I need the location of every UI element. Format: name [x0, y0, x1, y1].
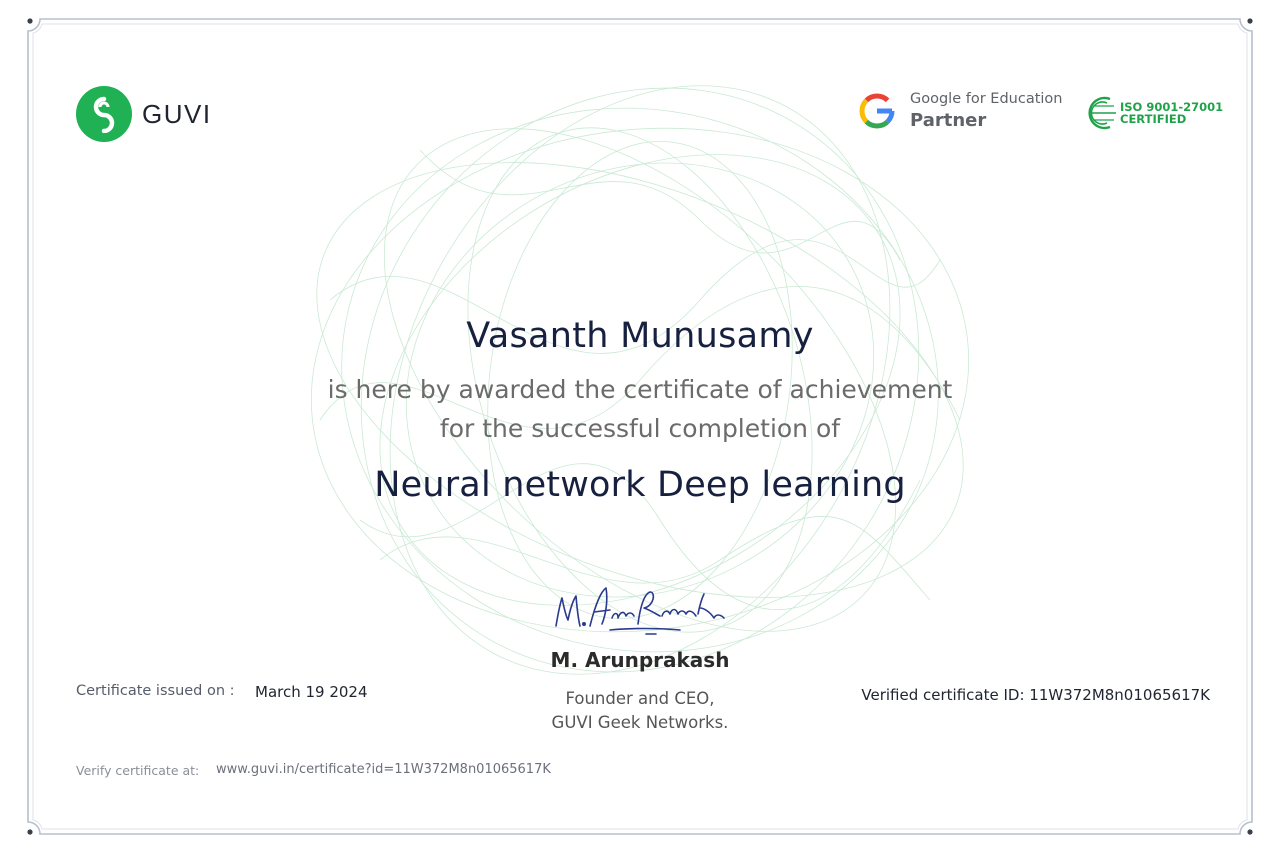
google-education-partner-badge: [858, 92, 1062, 131]
guvi-brand-name: GUVI: [142, 98, 212, 129]
google-g-icon: [858, 92, 896, 130]
issued-date: March 19 2024: [255, 683, 368, 701]
verify-certificate-url: www.guvi.in/certificate?id=11W372M8n01065617K: [216, 762, 551, 777]
iso-badge-line2: CERTIFIED: [1120, 112, 1187, 126]
signature-image: [550, 580, 730, 640]
verify-certificate-label: Verify certificate at:: [76, 763, 200, 778]
guvi-logo: [76, 86, 212, 142]
signatory-organization: GUVI Geek Networks.: [551, 713, 729, 732]
signatory-title: Founder and CEO,: [565, 689, 715, 708]
signatory-name: M. Arunprakash: [550, 648, 730, 672]
iso-globe-icon: [1088, 95, 1118, 131]
award-statement-line1: is here by awarded the certificate of achievement: [327, 375, 953, 404]
issued-on-label: Certificate issued on :: [76, 683, 235, 699]
iso-certified-badge: [1088, 95, 1223, 131]
iso-badge-line1: ISO 9001-27001: [1120, 99, 1224, 114]
course-name: Neural network Deep learning: [374, 465, 906, 505]
recipient-name: Vasanth Munusamy: [466, 316, 814, 356]
verified-certificate-id: Verified certificate ID: 11W372M8n01065617K: [861, 686, 1210, 704]
guvi-chain-icon: [76, 86, 132, 142]
partner-badge-line2: Partner: [910, 109, 987, 131]
award-statement-line2: for the successful completion of: [439, 414, 841, 443]
partner-badge-line1: Google for Education: [910, 91, 1063, 107]
